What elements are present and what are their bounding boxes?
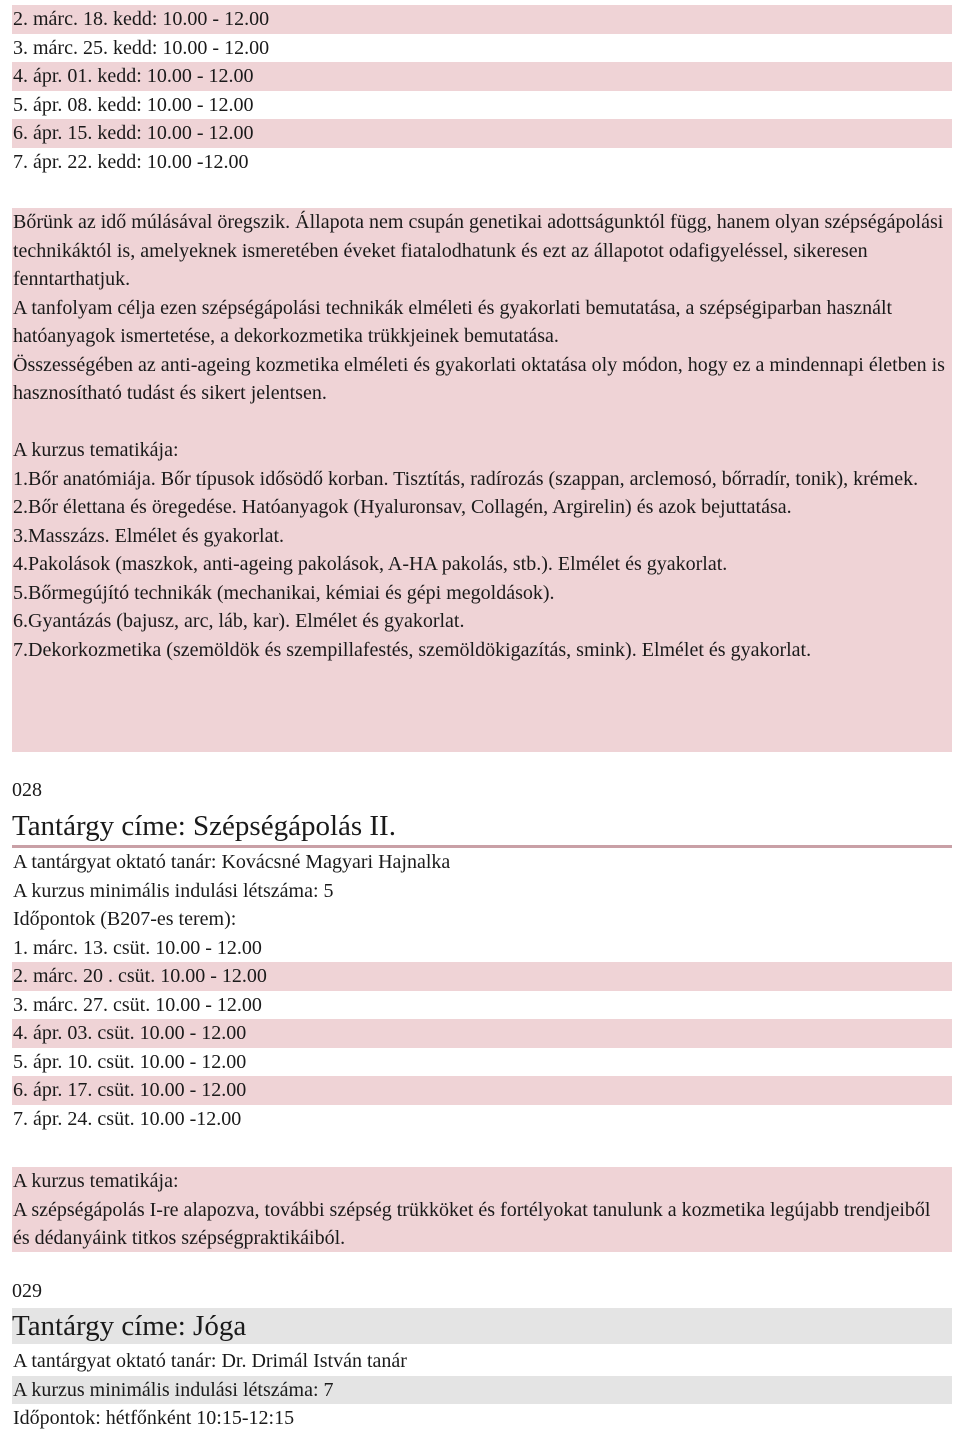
schedule-row: 3. márc. 27. csüt. 10.00 - 12.00 — [13, 993, 262, 1016]
schedule-row: 1. márc. 13. csüt. 10.00 - 12.00 — [13, 936, 262, 959]
topic-item: 1.Bőr anatómiája. Bőr típusok idősödő korban. Tisztítás, radírozás (szappan, arclemosó, bőrradír, tonik), krémek. — [13, 467, 919, 490]
topic-item: 5.Bőrmegújító technikák (mechanikai, kémiai és gépi megoldások). — [13, 581, 555, 604]
schedule-row: 5. ápr. 10. csüt. 10.00 - 12.00 — [13, 1050, 247, 1073]
previous-course-schedule — [12, 5, 952, 176]
course-028-details — [12, 848, 952, 1133]
description-paragraph: Bőrünk az idő múlásával öregszik. Állapota nem csupán genetikai adottságunktól függ, hanem olyan szépségápolási technikáktól is, amelyeknek ismeretében éveket fiatalodhatunk és ezt az állapotot odafigyeléssel, sikeresen fenntarthatjuk. — [13, 211, 944, 290]
teacher-line: A tantárgyat oktató tanár: Kovácsné Magyari Hajnalka — [13, 851, 451, 873]
topic-item: 3.Masszázs. Elmélet és gyakorlat. — [13, 524, 285, 547]
schedule-row: 6. ápr. 17. csüt. 10.00 - 12.00 — [12, 1076, 952, 1105]
schedule-row: 2. márc. 18. kedd: 10.00 - 12.00 — [12, 5, 952, 34]
course-description-panel — [12, 208, 952, 752]
topic-item: 7.Dekorkozmetika (szemöldök és szempillafestés, szemöldökigazítás, smink). Elmélet és gyakorlat. — [13, 638, 812, 661]
course-029-details — [12, 1347, 952, 1433]
schedule-row: 7. ápr. 24. csüt. 10.00 -12.00 — [13, 1107, 242, 1130]
schedule-row: 7. ápr. 22. kedd: 10.00 -12.00 — [13, 150, 249, 173]
course-code: 029 — [12, 1280, 42, 1302]
course-title: Tantárgy címe: Szépségápolás II. — [12, 810, 396, 842]
topics-text: A szépségápolás I-re alapozva, további szépség trükköket és fortélyokat tanulunk a kozmetika legújabb trendjeiből és dédanyáink titkos szépségpraktikáiból. — [13, 1198, 931, 1249]
topic-item: 4.Pakolások (maszkok, anti-ageing pakolások, A-HA pakolás, stb.). Elmélet és gyakorlat. — [13, 553, 728, 575]
schedule-row: 3. márc. 25. kedd: 10.00 - 12.00 — [13, 36, 270, 59]
schedule-row: 5. ápr. 08. kedd: 10.00 - 12.00 — [13, 93, 254, 116]
schedule-row: 4. ápr. 01. kedd: 10.00 - 12.00 — [12, 62, 952, 91]
schedule-row: 4. ápr. 03. csüt. 10.00 - 12.00 — [12, 1019, 952, 1048]
topic-item: 6.Gyantázás (bajusz, arc, láb, kar). Elmélet és gyakorlat. — [13, 610, 465, 632]
topics-heading: A kurzus tematikája: — [13, 439, 179, 461]
course-code: 028 — [12, 779, 42, 801]
course-028-topics-panel — [12, 1167, 952, 1252]
min-size-line: A kurzus minimális indulási létszáma: 7 — [12, 1376, 952, 1405]
description-paragraph: A tanfolyam célja ezen szépségápolási technikák elméleti és gyakorlati bemutatása, a szépségiparban használt hatóanyagok ismertetése, a dekorkozmetika trükkjeinek bemutatása. — [13, 296, 893, 347]
course-title: Tantárgy címe: Jóga — [12, 1308, 952, 1344]
topic-item: 2.Bőr élettana és öregedése. Hatóanyagok (Hyaluronsav, Collagén, Argirelin) és azok bejuttatása. — [13, 496, 792, 518]
teacher-line: A tantárgyat oktató tanár: Dr. Drimál István tanár — [13, 1350, 407, 1372]
min-size-line: A kurzus minimális indulási létszáma: 5 — [13, 879, 334, 902]
schedule-row: 2. márc. 20 . csüt. 10.00 - 12.00 — [12, 962, 952, 991]
description-paragraph: Összességében az anti-ageing kozmetika elméleti és gyakorlati oktatása oly módon, hogy ez a mindennapi életben is hasznosítható tudást és sikert jelentsen. — [13, 353, 945, 404]
topics-heading: A kurzus tematikája: — [13, 1170, 179, 1192]
schedule-row: 6. ápr. 15. kedd: 10.00 - 12.00 — [12, 119, 952, 148]
times-line: Időpontok: hétfőnként 10:15-12:15 — [13, 1407, 295, 1429]
times-heading: Időpontok (B207-es terem): — [13, 908, 237, 930]
